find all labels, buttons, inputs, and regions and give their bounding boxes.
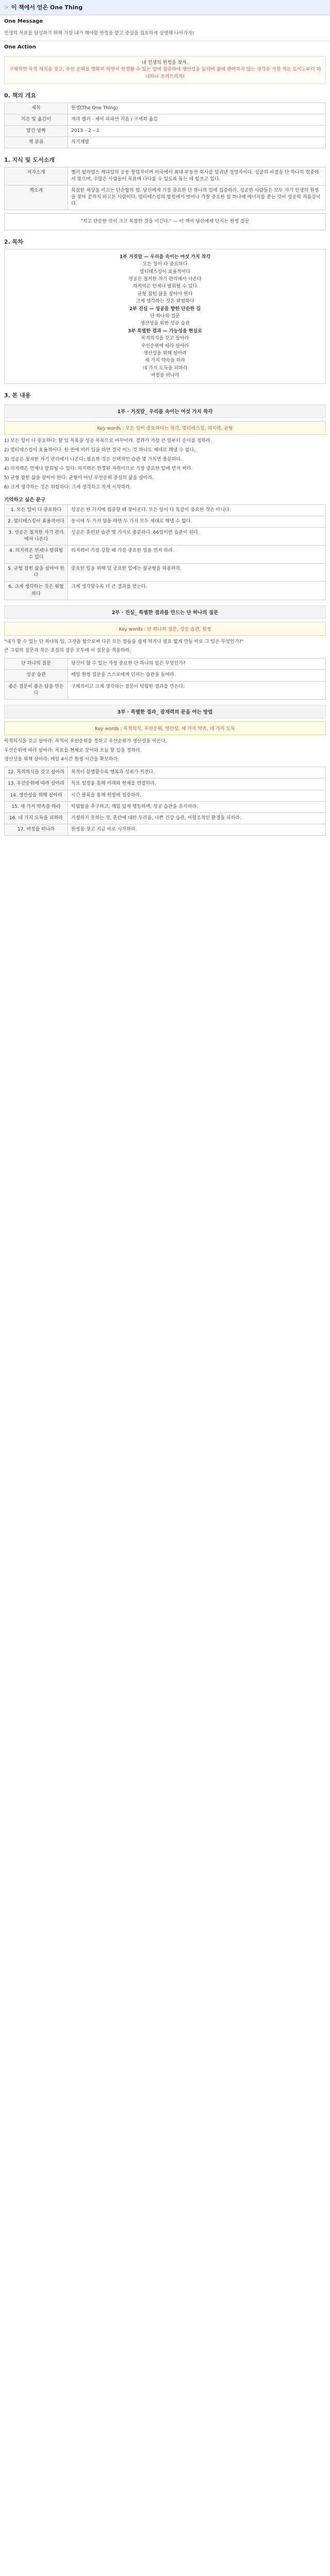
book-text: 복잡한 세상을 이끄는 단순함의 힘. 당신에게 가장 중요한 단 하나의 일에 집중하라. 성공한 사람들은 모두 자기 인생의 원씽을 찾아 끝까지 파고든 사람이다. 멀티태스킹의 함정에서 벗어나 가장 중요한 일 하나에 에너지를 쏟는 것이 성공의 지름길이다.: [68, 185, 326, 210]
toc-item: 목적의식을 갖고 살아라: [141, 336, 189, 342]
overview-value: 게리 켈러 · 제이 파파산 지음 / 구세희 옮김: [68, 114, 326, 126]
toc-item: 크게 생각하는 것은 위험하다: [136, 299, 194, 304]
table-row: [5, 137, 326, 148]
summary-key: 2. 멀티태스킹이 효율적이다: [5, 516, 68, 528]
summary-value: 성공은 훈련된 습관 몇 가지로 충분하다. 66일이면 습관이 된다.: [68, 528, 326, 546]
table-row: [5, 126, 326, 137]
intro-table: [4, 167, 326, 210]
part3-key: 13. 우선순위에 따라 살아라: [5, 778, 68, 790]
part2-paragraph: "내가 할 수 있는 단 하나의 일, 그것을 함으로써 다른 모든 일들을 쉽게 하거나 필요 없게 만들 바로 그 일은 무엇인가?": [4, 639, 244, 645]
section-main-heading: 3. 본 내용: [4, 392, 31, 399]
part3-value: 목표 설정을 통해 미래와 현재를 연결하라.: [68, 778, 326, 790]
part2-value: 당신이 할 수 있는 가장 중요한 단 하나의 일은 무엇인가?: [68, 658, 326, 670]
table-row: [5, 582, 326, 600]
summary-heading: 기억하고 싶은 문구: [4, 497, 46, 503]
part1-paragraph: 4) 의지력은 언제나 발휘될 수 있다: 의지력은 한정된 자원이므로 가장 중요한 일에 먼저 써라.: [4, 466, 193, 472]
summary-key: 5. 균형 잡힌 삶을 살아야 한다: [5, 564, 68, 582]
intro-text: 켈러 윌리엄스 캐피털의 공동 창업자이며 미국에서 최대 부동산 회사를 일궈낸 경영자이다. 성공의 비결을 단 하나의 집중에서 찾으며, 수많은 사람들이 목표에 다다를 수 있도록 돕는 데 힘쓰고 있다.: [68, 167, 326, 185]
table-row: [5, 824, 326, 835]
table-row: [5, 185, 326, 210]
table-row: [5, 767, 326, 778]
overview-value: 2013 – 2 – 1: [68, 126, 326, 137]
table-row: [5, 167, 326, 185]
section-intro-heading: 1. 지식 및 도서소개: [4, 157, 55, 164]
book-label: 책소개: [5, 185, 68, 210]
table-row: [5, 546, 326, 564]
part1-keywords: Key words : 모든 일이 중요하다는 착각, 멀티태스킹, 의지력, 균형: [4, 421, 326, 435]
part3-keywords: Key words : 목적의식, 우선순위, 생산성, 세 가지 약속, 네 가지 도둑: [4, 721, 326, 735]
table-row: [5, 114, 326, 126]
one-action-banner: [4, 56, 326, 84]
summary-value: 크게 생각할수록 더 큰 결과를 얻는다.: [68, 582, 326, 600]
summary-value: 중요한 일을 위해 덜 중요한 일에는 불균형을 허용하라.: [68, 564, 326, 582]
summary-value: 의지력이 가장 강할 때 가장 중요한 일을 먼저 하라.: [68, 546, 326, 564]
part3-paragraph: 생산성을 위해 살아라: 매일 4시간 원씽 시간을 확보하라.: [4, 757, 119, 762]
part3-table: [4, 767, 326, 835]
toc-item: 네 가지 도둑을 피하라: [142, 365, 188, 371]
intro-label: 저자소개: [5, 167, 68, 185]
toc-item: 모든 일이 다 중요하다: [142, 262, 188, 267]
table-row: [5, 516, 326, 528]
one-action-label: One Action: [0, 41, 330, 53]
part2-keywords: Key words : 단 하나의 질문, 성공 습관, 원씽: [4, 622, 326, 636]
part3-value: 시간 블록을 통해 원씽에 집중하라.: [68, 790, 326, 801]
summary-table: [4, 504, 326, 600]
quote-line: "작고 단순한 것이 크고 복잡한 것을 이긴다." — 이 책이 당신에게 던지는 원씽 질문: [4, 213, 326, 230]
part1-title: 1부 · 거짓말_ 우리를 속이는 여섯 가지 착각: [4, 404, 326, 418]
toc-item: 균형 잡힌 삶을 살아야 한다: [137, 291, 193, 297]
part2-paragraph: 큰 그림의 질문과 작은 초점의 질문 모두에 이 질문을 적용하라.: [4, 648, 131, 654]
one-action-line1: 내 인생의 원씽을 찾자.: [142, 60, 188, 65]
table-row: [5, 812, 326, 824]
part3-value: 목적이 분명할수록 행복과 성취가 커진다.: [68, 767, 326, 778]
one-action-line2: 구체적인 목적 의식을 갖고, 우선 순위를 명확히 하면서 한정할 수 있는 일에 집중하여 생산성을 늘리며 삶에 관여하지 않는 생각은 가장 적은 도미노부터 하나하나 쓰러뜨리자!: [9, 67, 321, 79]
summary-key: 1. 모든 일이 다 중요하다: [5, 505, 68, 516]
overview-key: 발간 날짜: [5, 126, 68, 137]
overview-key: 책 분류: [5, 137, 68, 148]
one-message-text: 인생의 목표를 달성하기 위해 가장 내가 해야할 한정을 맡고 중심을 집요하게 실행해 나아가자!: [4, 31, 194, 36]
part3-value: 원씽을 찾고 지금 바로 시작하라.: [68, 824, 326, 835]
part2-key: 단 하나의 질문: [5, 658, 68, 670]
table-row: [5, 658, 326, 670]
part3-key: 16. 네 가지 도둑을 피하라: [5, 812, 68, 824]
table-row: [5, 564, 326, 582]
toc-item: 성공은 철저한 자기 관리에서 나온다: [128, 276, 202, 282]
toc-item: 멀티태스킹이 효율적이다: [139, 269, 191, 275]
section-toc-heading: 2. 목차: [4, 238, 23, 245]
summary-value: 동시에 두 가지 일을 하면 두 가지 모두 제대로 해낼 수 없다.: [68, 516, 326, 528]
part1-paragraph: 1) 모든 일이 다 중요하다: 할 일 목록을 성공 목록으로 바꾸어라. 결과가 가장 큰 일부터 순서를 정하라.: [4, 438, 212, 444]
toc-item: 생산성을 위한 성공 습관: [140, 321, 190, 327]
page-title: ☞ 이 책에서 얻은 One Thing: [0, 0, 330, 15]
one-message-label: One Message: [0, 15, 330, 27]
part2-value: 매일 원씽 질문을 스스로에게 던지는 습관을 들여라.: [68, 670, 326, 681]
summary-key: 3. 성공은 철저한 자기 관리에서 나온다: [5, 528, 68, 546]
part3-value: 거절하지 못하는 것, 혼란에 대한 두려움, 나쁜 건강 습관, 비협조적인 환경을 피하라.: [68, 812, 326, 824]
toc-item: 3부 특별한 결과 — 가능성을 현실로: [128, 328, 202, 334]
part3-paragraph: 우선순위에 따라 살아라: 목표를 현재로 끌어와 오늘 할 일을 정하라.: [4, 748, 142, 753]
part3-title: 3부 · 특별한 결과_ 잠재력의 문을 여는 방법: [4, 705, 326, 718]
toc-item: 세 가지 약속을 하라: [144, 358, 186, 364]
overview-value: 자기계발: [68, 137, 326, 148]
part1-paragraph: 3) 성공은 철저한 자기 관리에서 나온다: 필요한 것은 선택적인 습관 몇 가지면 충분하다.: [4, 457, 183, 463]
toc-item: 생산성을 위해 살아라: [143, 350, 187, 356]
overview-key: 제목: [5, 103, 68, 114]
part2-value: 구체적이고 크게 생각하는 질문이 탁월한 결과를 만든다.: [68, 681, 326, 699]
part3-key: 17. 여정을 떠나라: [5, 824, 68, 835]
part2-table: [4, 658, 326, 699]
part3-key: 14. 생산성을 위해 살아라: [5, 790, 68, 801]
summary-value: 성공은 한 가지에 집중할 때 찾아온다. 모든 일이 다 똑같이 중요한 것은 아니다.: [68, 505, 326, 516]
part3-key: 15. 세 가지 약속을 하라: [5, 801, 68, 812]
part1-paragraph: 2) 멀티태스킹이 효율적이다: 한 번에 여러 일을 하면 결국 어느 것 하나도 제대로 해낼 수 없다.: [4, 448, 196, 453]
table-row: [5, 505, 326, 516]
table-row: [5, 778, 326, 790]
table-row: [5, 103, 326, 114]
part3-paragraph: 목적의식을 갖고 살아라: 목적이 우선순위를 정하고 우선순위가 생산성을 이끈다.: [4, 738, 167, 744]
part2-key: 성공 습관: [5, 670, 68, 681]
overview-key: 지은 및 옮긴이: [5, 114, 68, 126]
table-row: [5, 681, 326, 699]
toc-item: 여정을 떠나라: [151, 373, 179, 379]
toc-item: 2부 진실 — 성공을 향한 단순한 길: [129, 306, 201, 312]
toc-item: 1부 거짓말 — 우리를 속이는 여섯 가지 착각: [119, 254, 211, 260]
table-row: [5, 801, 326, 812]
toc-item: 의지력은 언제나 발휘될 수 있다: [133, 284, 197, 290]
overview-value: 원씽(The One Thing): [68, 103, 326, 114]
toc-item: 우선순위에 따라 살아라: [141, 343, 189, 349]
part1-paragraph: 6) 크게 생각하는 것은 위험하다: 크게 생각하고 작게 시작하라.: [4, 485, 131, 490]
summary-key: 6. 크게 생각하는 것은 위험하다: [5, 582, 68, 600]
part1-paragraph: 5) 균형 잡힌 삶을 살아야 한다: 균형이 아닌 우선순위 중심의 삶을 살아라.: [4, 476, 154, 481]
part3-key: 12. 목적의식을 갖고 살아라: [5, 767, 68, 778]
table-row: [5, 670, 326, 681]
part3-value: 탁월함을 추구하고, 책임 있게 행동하며, 성공 습관을 유지하라.: [68, 801, 326, 812]
table-row: [5, 528, 326, 546]
toc-box: [4, 249, 326, 384]
overview-table: [4, 103, 326, 148]
section-overview-heading: 0. 책의 개요: [4, 92, 36, 99]
toc-item: 단 하나의 질문: [150, 313, 180, 319]
part2-key: 좋은 질문이 좋은 답을 만든다: [5, 681, 68, 699]
summary-key: 4. 의지력은 언제나 발휘될 수 있다: [5, 546, 68, 564]
part2-title: 2부 · 진실_ 특별한 결과를 만드는 단 하나의 질문: [4, 605, 326, 619]
table-row: [5, 790, 326, 801]
